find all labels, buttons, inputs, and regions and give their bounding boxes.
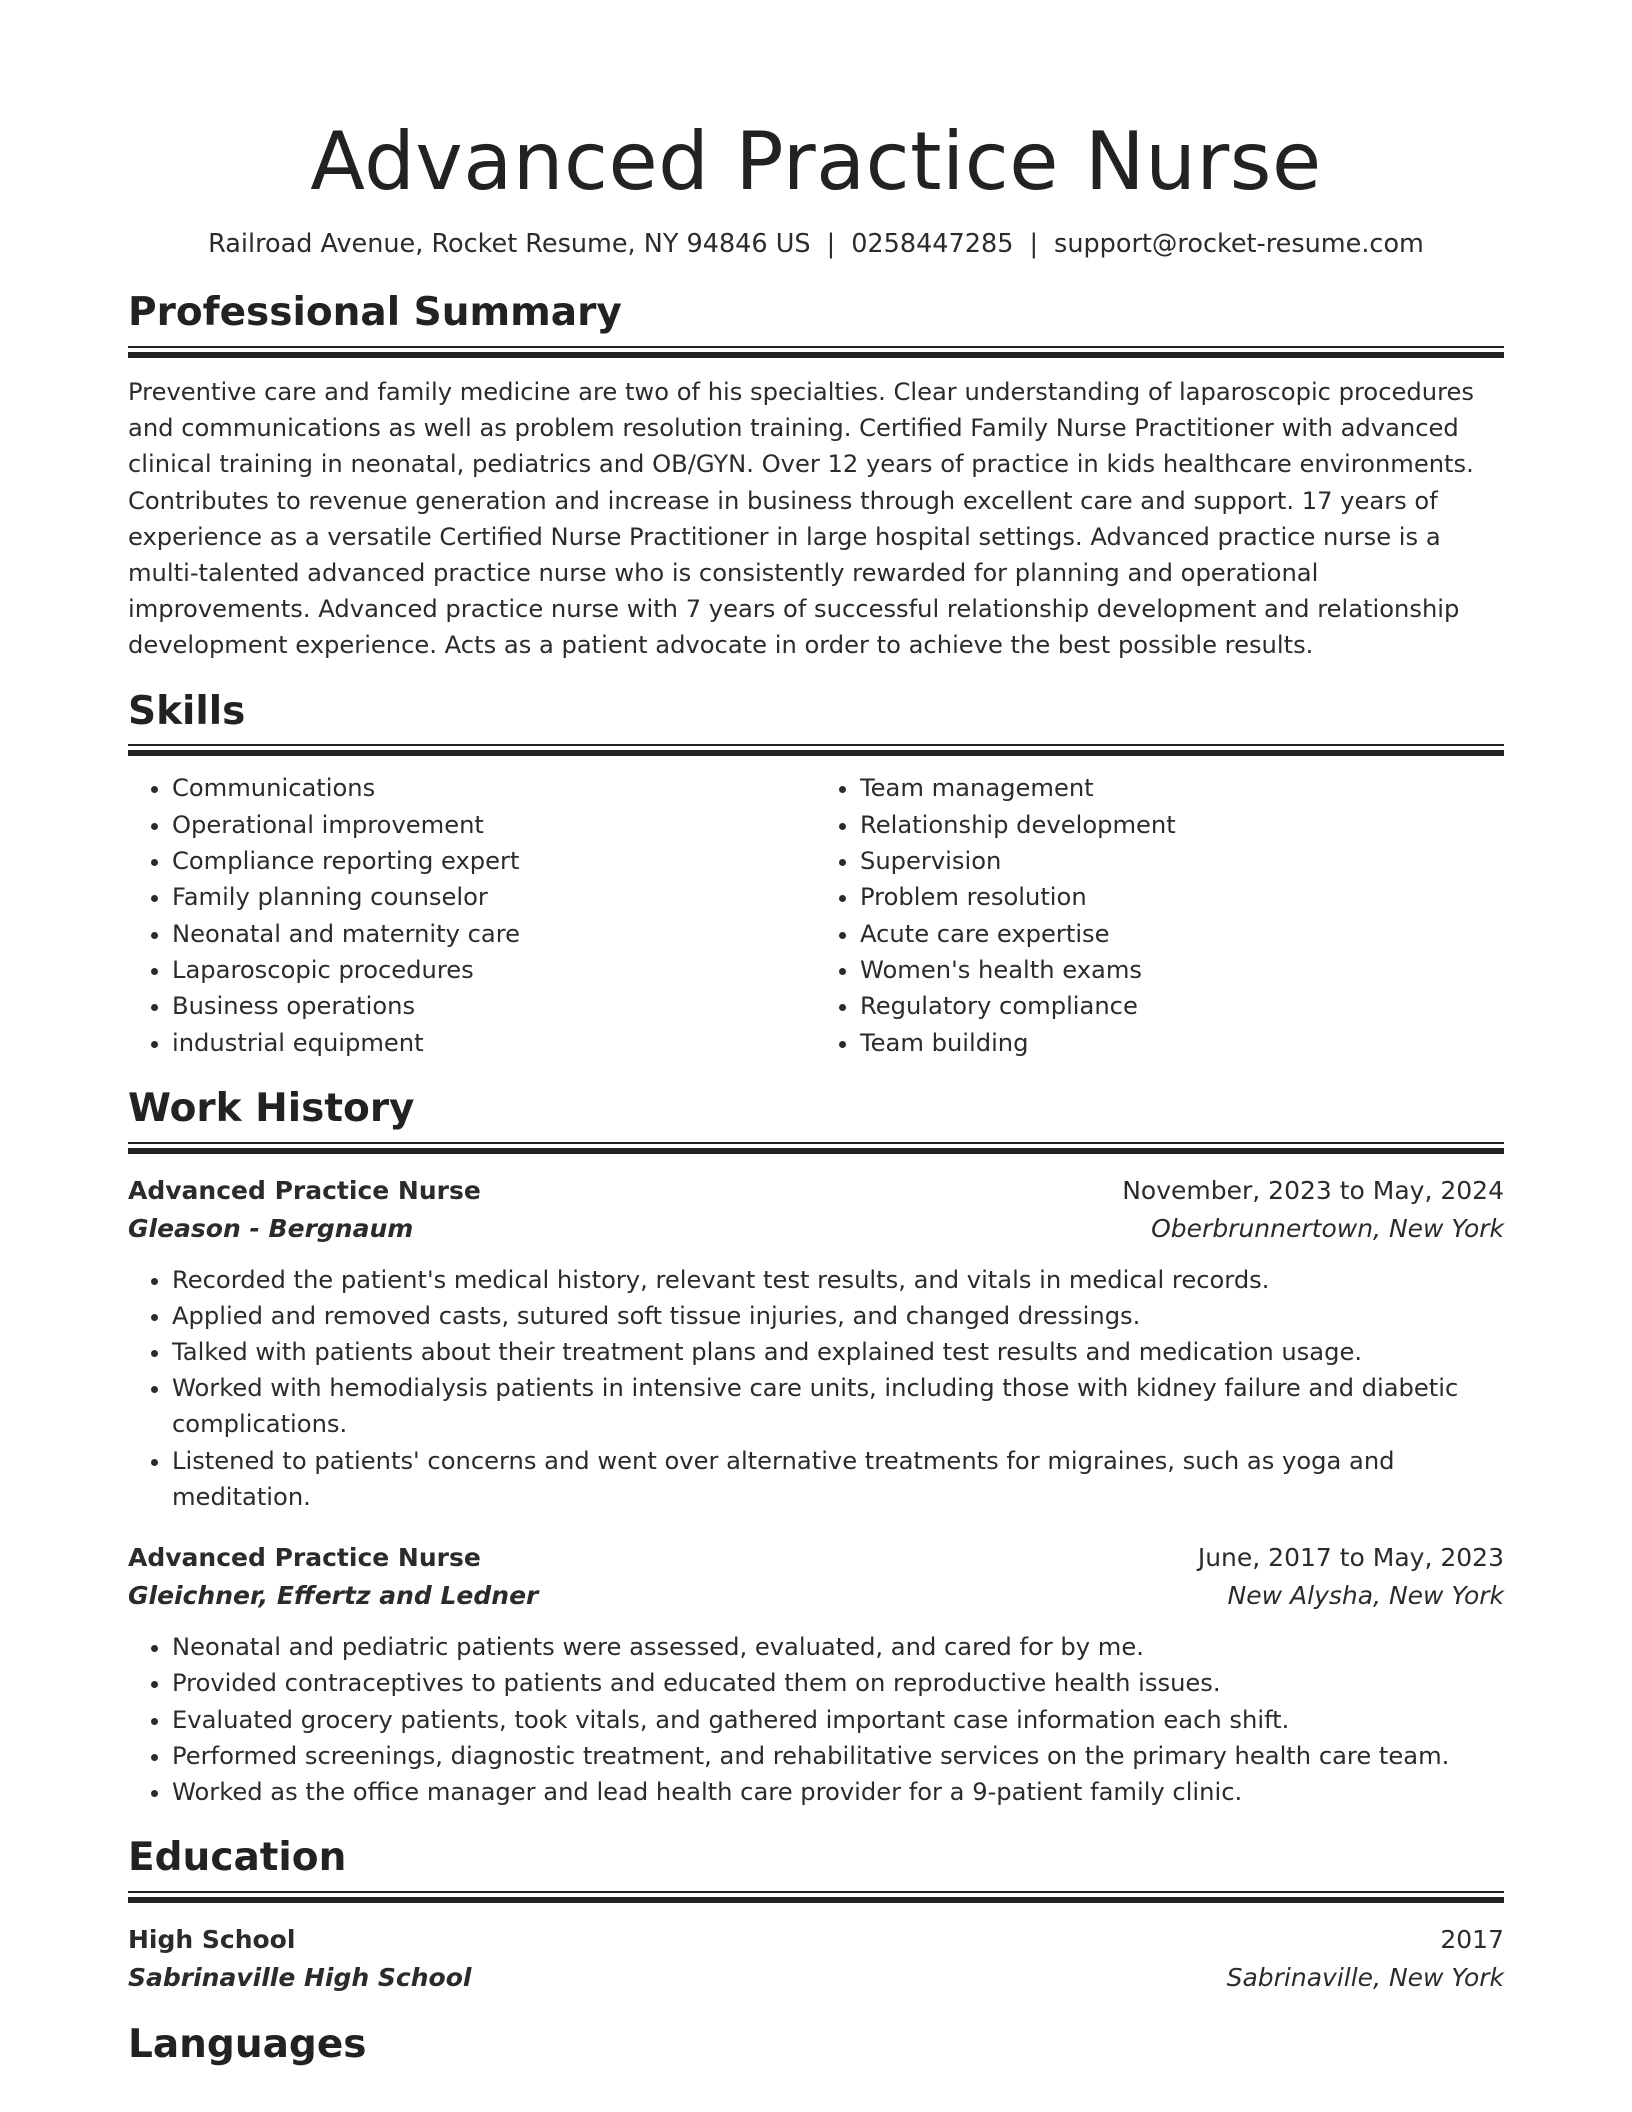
summary-section bbox=[128, 291, 1504, 663]
section-title-skills: Skills bbox=[128, 688, 246, 734]
job-bullet: • Evaluated grocery patients, took vitals, and gathered important case information each shift. bbox=[172, 1702, 1504, 1738]
section-divider bbox=[128, 1891, 1504, 1905]
job-bullet: • Applied and removed casts, sutured soft tissue injuries, and changed dressings. bbox=[172, 1298, 1504, 1334]
job-bullet: • Listened to patients' concerns and went over alternative treatments for migraines, such as yoga and meditation. bbox=[172, 1443, 1504, 1515]
skill-item: • Team management bbox=[860, 770, 1504, 806]
job-company-row bbox=[128, 1577, 1504, 1615]
job-header-row bbox=[128, 1172, 1504, 1210]
section-title-languages: Languages bbox=[128, 2021, 367, 2067]
contact-email[interactable]: support@rocket-resume.com bbox=[1054, 229, 1424, 259]
section-title-summary: Professional Summary bbox=[128, 290, 622, 336]
job-dates: June, 2017 to May, 2023 bbox=[1197, 1543, 1504, 1573]
skills-columns bbox=[128, 770, 1504, 1060]
job-company: Gleason - Bergnaum bbox=[128, 1213, 414, 1243]
skill-item: • Problem resolution bbox=[860, 879, 1504, 915]
job-dates: November, 2023 to May, 2024 bbox=[1122, 1175, 1504, 1205]
job-bullet: • Recorded the patient's medical history, relevant test results, and vitals in medical records. bbox=[172, 1262, 1504, 1298]
education-header-row bbox=[128, 1921, 1504, 1959]
education-entry bbox=[128, 1921, 1504, 1997]
job-bullet: • Worked with hemodialysis patients in intensive care units, including those with kidney failure and diabetic complications. bbox=[172, 1370, 1504, 1442]
contact-address: Railroad Avenue, Rocket Resume, NY 94846 US bbox=[208, 229, 811, 259]
skills-list-left bbox=[128, 770, 816, 1060]
skill-item: • Family planning counselor bbox=[172, 879, 816, 915]
work-section bbox=[128, 1087, 1504, 1810]
education-location: Sabrinaville, New York bbox=[1226, 1962, 1504, 1992]
contact-separator: | bbox=[1029, 229, 1039, 259]
skill-item: • Communications bbox=[172, 770, 816, 806]
languages-section bbox=[128, 2023, 1504, 2068]
section-divider bbox=[128, 346, 1504, 360]
job-company: Gleichner, Effertz and Ledner bbox=[128, 1581, 539, 1611]
section-divider bbox=[128, 1142, 1504, 1156]
section-title-education: Education bbox=[128, 1835, 347, 1881]
skill-item: • Laparoscopic procedures bbox=[172, 952, 816, 988]
skills-list-right bbox=[816, 770, 1504, 1060]
skill-item: • industrial equipment bbox=[172, 1025, 816, 1061]
job-location: New Alysha, New York bbox=[1227, 1581, 1504, 1611]
job-bullet: • Neonatal and pediatric patients were assessed, evaluated, and cared for by me. bbox=[172, 1629, 1504, 1665]
job-company-row bbox=[128, 1210, 1504, 1248]
skill-item: • Business operations bbox=[172, 988, 816, 1024]
job-entry bbox=[128, 1172, 1504, 1515]
job-bullet: • Performed screenings, diagnostic treatment, and rehabilitative services on the primary health care team. bbox=[172, 1738, 1504, 1774]
job-title: Advanced Practice Nurse bbox=[128, 1175, 481, 1205]
education-school-row bbox=[128, 1959, 1504, 1997]
resume-name: Advanced Practice Nurse bbox=[310, 115, 1322, 208]
education-year: 2017 bbox=[1440, 1924, 1504, 1954]
skill-item: • Neonatal and maternity care bbox=[172, 916, 816, 952]
skills-section bbox=[128, 690, 1504, 1061]
job-location: Oberbrunnertown, New York bbox=[1151, 1213, 1504, 1243]
job-bullets bbox=[128, 1629, 1504, 1810]
skill-item: • Team building bbox=[860, 1025, 1504, 1061]
skill-item: • Compliance reporting expert bbox=[172, 843, 816, 879]
job-bullets bbox=[128, 1262, 1504, 1515]
contact-line bbox=[128, 228, 1504, 261]
skill-item: • Relationship development bbox=[860, 807, 1504, 843]
job-bullet: • Provided contraceptives to patients and educated them on reproductive health issues. bbox=[172, 1665, 1504, 1701]
education-degree: High School bbox=[128, 1924, 296, 1954]
job-entry bbox=[128, 1539, 1504, 1810]
job-title: Advanced Practice Nurse bbox=[128, 1543, 481, 1573]
section-title-work: Work History bbox=[128, 1085, 415, 1131]
education-school: Sabrinaville High School bbox=[128, 1962, 472, 1992]
summary-text: Preventive care and family medicine are two of his specialties. Clear understanding of laparoscopic procedures and communications as well as problem resolution training. Certified Family Nurse Practitioner with advanced clinical training in neonatal, pediatrics and OB/GYN. Over 12 years of practice in kids healthcare environments. Contributes to revenue generation and increase in business through excellent care and support. 17 years of experience as a versatile Certified Nurse Practitioner in large hospital settings. Advanced practice nurse is a multi-talented advanced practice nurse who is consistently rewarded for planning and operational improvements. Advanced practice nurse with 7 years of successful relationship development and relationship development experience. Acts as a patient advocate in order to achieve the best possible results. bbox=[128, 377, 1474, 660]
job-bullet: • Talked with patients about their treatment plans and explained test results and medication usage. bbox=[172, 1334, 1504, 1370]
skill-item: • Acute care expertise bbox=[860, 916, 1504, 952]
education-section bbox=[128, 1836, 1504, 1997]
skill-item: • Operational improvement bbox=[172, 807, 816, 843]
skill-item: • Women's health exams bbox=[860, 952, 1504, 988]
skill-item: • Supervision bbox=[860, 843, 1504, 879]
job-header-row bbox=[128, 1539, 1504, 1577]
section-divider bbox=[128, 744, 1504, 758]
skill-item: • Regulatory compliance bbox=[860, 988, 1504, 1024]
contact-phone: 0258447285 bbox=[851, 229, 1014, 259]
job-bullet: • Worked as the office manager and lead health care provider for a 9-patient family clinic. bbox=[172, 1774, 1504, 1810]
contact-separator: | bbox=[826, 229, 836, 259]
